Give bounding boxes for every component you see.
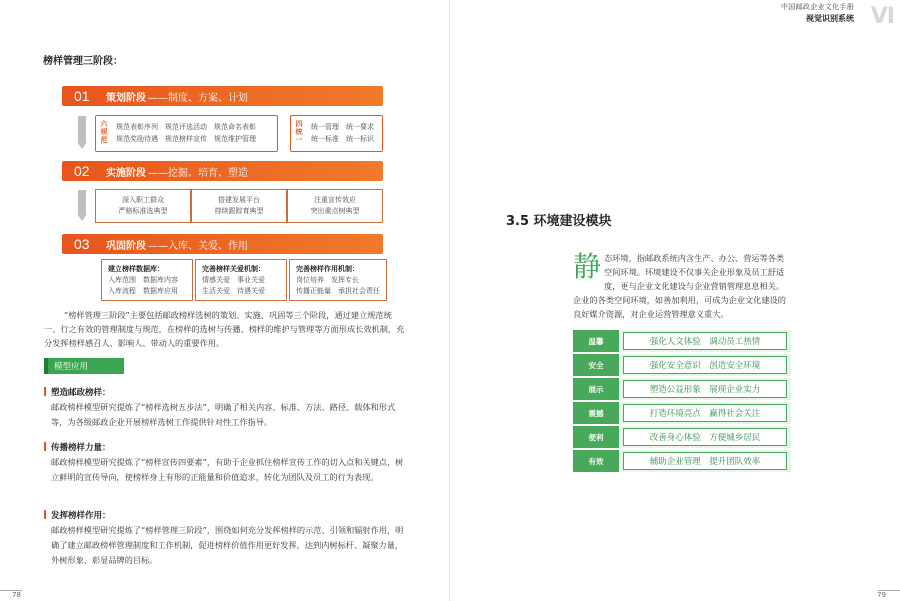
stage3-line: 入库流程 数据库应用 xyxy=(108,287,178,295)
environment-value: 打造环境亮点 赢得社会关注 xyxy=(623,404,787,422)
stage-bar-2 xyxy=(62,161,383,181)
section-body: 邮政榜样模型研究提炼了“榜样宣传四要素”，有助于企业抓住榜样宣传工作的切入点和关键点，树立鲜明的宣传导向，使榜样身上有形的正能量和价值追求，转化为团队及员工的行为表现。 xyxy=(51,457,404,482)
module-paragraph-text: 态环境，指邮政系统内含生产、办公、营运等各类空间环境。环境建设不仅事关企业形象及员工舒适度，更与企业文化建设与企业营销管理息息相关。企业的各类空间环境，如善加利用，可成为企业文化建设的良好媒介资源，对企业运营管理意义重大。 xyxy=(573,253,786,319)
stage-number: 02 xyxy=(74,163,90,179)
four-unify-line: 统一管理 统一要求 xyxy=(311,123,374,131)
stage2-box xyxy=(191,189,287,223)
stage-name: 策划阶段 xyxy=(106,92,146,104)
section-marker xyxy=(44,442,46,451)
header-manual-title: 中国邮政企业文化手册 xyxy=(781,3,854,11)
environment-row xyxy=(573,354,791,376)
six-norms-label: 六规范 xyxy=(100,120,108,144)
stage-bar-3 xyxy=(62,234,383,254)
environment-key: 展示 xyxy=(573,378,619,400)
environment-list xyxy=(573,330,791,474)
environment-row xyxy=(573,378,791,400)
stage2-box xyxy=(287,189,383,223)
stage-desc: ——挖掘、培育、塑造 xyxy=(148,167,248,179)
stage-number: 01 xyxy=(74,88,90,104)
environment-value: 辅助企业管理 提升团队效率 xyxy=(623,452,787,470)
stage3-box xyxy=(101,259,193,301)
stage3-title: 建立榜样数据库： xyxy=(108,265,164,273)
section-body: 邮政榜样模型研究提炼了“榜样管理三阶段”，围绕如何充分发挥榜样的示范、引领和辐射作用，明确了建立邮政榜样管理制度和工作机制，促进榜样价值作用更好发挥，达到内树标杆、凝聚力量，外树形象、彰显品牌的目标。 xyxy=(51,525,404,565)
six-norms-line: 规范表彰序列 规范评选活动 规范命名表彰 xyxy=(116,123,256,131)
stage-bar-1 xyxy=(62,86,383,106)
page-number: 79 xyxy=(877,591,886,599)
section-shape-model xyxy=(44,386,407,430)
environment-row xyxy=(573,426,791,448)
section-body: 邮政榜样模型研究提炼了“榜样选树五步法”，明确了相关内容、标准、方法、路径、载体和形式等，为各级邮政企业开展榜样选树工作提供针对性工作指导。 xyxy=(51,402,396,427)
environment-key: 震撼 xyxy=(573,402,619,424)
section-heading: 传播榜样力量： xyxy=(51,443,111,453)
stage2-line: 搭建发展平台 xyxy=(218,196,260,204)
stage2-line: 持续跟踪育典型 xyxy=(214,207,264,215)
environment-key: 温馨 xyxy=(573,330,619,352)
environment-value: 强化人文体验 调动员工热情 xyxy=(623,332,787,350)
environment-row xyxy=(573,450,791,472)
drop-cap: 静 xyxy=(573,250,602,283)
intro-paragraph: “榜样管理三阶段”主要包括邮政榜样选树的策划、实施、巩固等三个阶段，通过建立规范统一、行之有效的管理制度与规范，在榜样的选树与传播、榜样的维护与管理等方面形成长效机制，充分发挥榜样感召人、影响人、带动人的重要作用。 xyxy=(44,310,405,348)
section-heading: 塑造邮政榜样： xyxy=(51,388,111,398)
stage-number: 03 xyxy=(74,236,90,252)
stage3-title: 完善榜样关爱机制： xyxy=(202,265,265,273)
stage3-box xyxy=(289,259,387,301)
stage2-line: 突出重点树典型 xyxy=(310,207,360,215)
environment-key: 便利 xyxy=(573,426,619,448)
section-marker xyxy=(44,387,46,396)
stage-name: 实施阶段 xyxy=(106,167,146,179)
four-unify-label: 四统一 xyxy=(295,120,303,144)
stage3-box xyxy=(195,259,287,301)
environment-row xyxy=(573,402,791,424)
environment-row xyxy=(573,330,791,352)
environment-key: 安全 xyxy=(573,354,619,376)
four-unify-line: 统一标准 统一标识 xyxy=(311,135,374,143)
stage2-line: 深入职工群众 xyxy=(122,196,164,204)
environment-value: 强化安全意识 创造安全环境 xyxy=(623,356,787,374)
header-section-title: 视觉识别系统 xyxy=(806,14,854,23)
stage2-line: 严格标准选典型 xyxy=(118,207,168,215)
running-header xyxy=(781,2,854,24)
section-spread-power xyxy=(44,441,407,485)
stage-name: 巩固阶段 xyxy=(106,240,146,252)
environment-value: 改善身心体验 方便城乡居民 xyxy=(623,428,787,446)
arrow-down-icon xyxy=(77,190,87,221)
stage3-line: 生活关爱 待遇关爱 xyxy=(202,287,265,295)
stage-desc: ——制度、方案、计划 xyxy=(148,92,248,104)
six-norms-line: 规范奖励待遇 规范榜样宣传 规范维护管理 xyxy=(116,135,256,143)
stage3-line: 岗位培养 发挥专长 xyxy=(296,276,359,284)
section-heading: 发挥榜样作用： xyxy=(51,511,111,521)
stage3-line: 情感关爱 事业关爱 xyxy=(202,276,265,284)
four-unify-box xyxy=(290,115,383,152)
section-play-role xyxy=(44,509,407,568)
stage3-line: 入库范围 数据库内容 xyxy=(108,276,178,284)
stage3-line: 传播正能量 承担社会责任 xyxy=(296,287,380,295)
section-title: 榜样管理三阶段： xyxy=(43,56,123,67)
environment-value: 塑造公益形象 展现企业实力 xyxy=(623,380,787,398)
section-marker xyxy=(44,510,46,519)
module-title: 3.5 环境建设模块 xyxy=(506,214,612,229)
environment-key: 有效 xyxy=(573,450,619,472)
arrow-down-icon xyxy=(77,116,87,149)
stage-desc: ——入库、关爱、作用 xyxy=(148,240,248,252)
stage2-line: 注重宣传效应 xyxy=(314,196,356,204)
vi-mark: VI xyxy=(870,4,894,29)
six-norms-box xyxy=(95,115,278,152)
model-application-tag: 模型应用 xyxy=(44,358,124,374)
stage3-title: 完善榜样作用机制： xyxy=(296,265,359,273)
module-paragraph xyxy=(573,251,791,321)
stage2-box xyxy=(95,189,191,223)
page-number: 78 xyxy=(12,591,21,599)
